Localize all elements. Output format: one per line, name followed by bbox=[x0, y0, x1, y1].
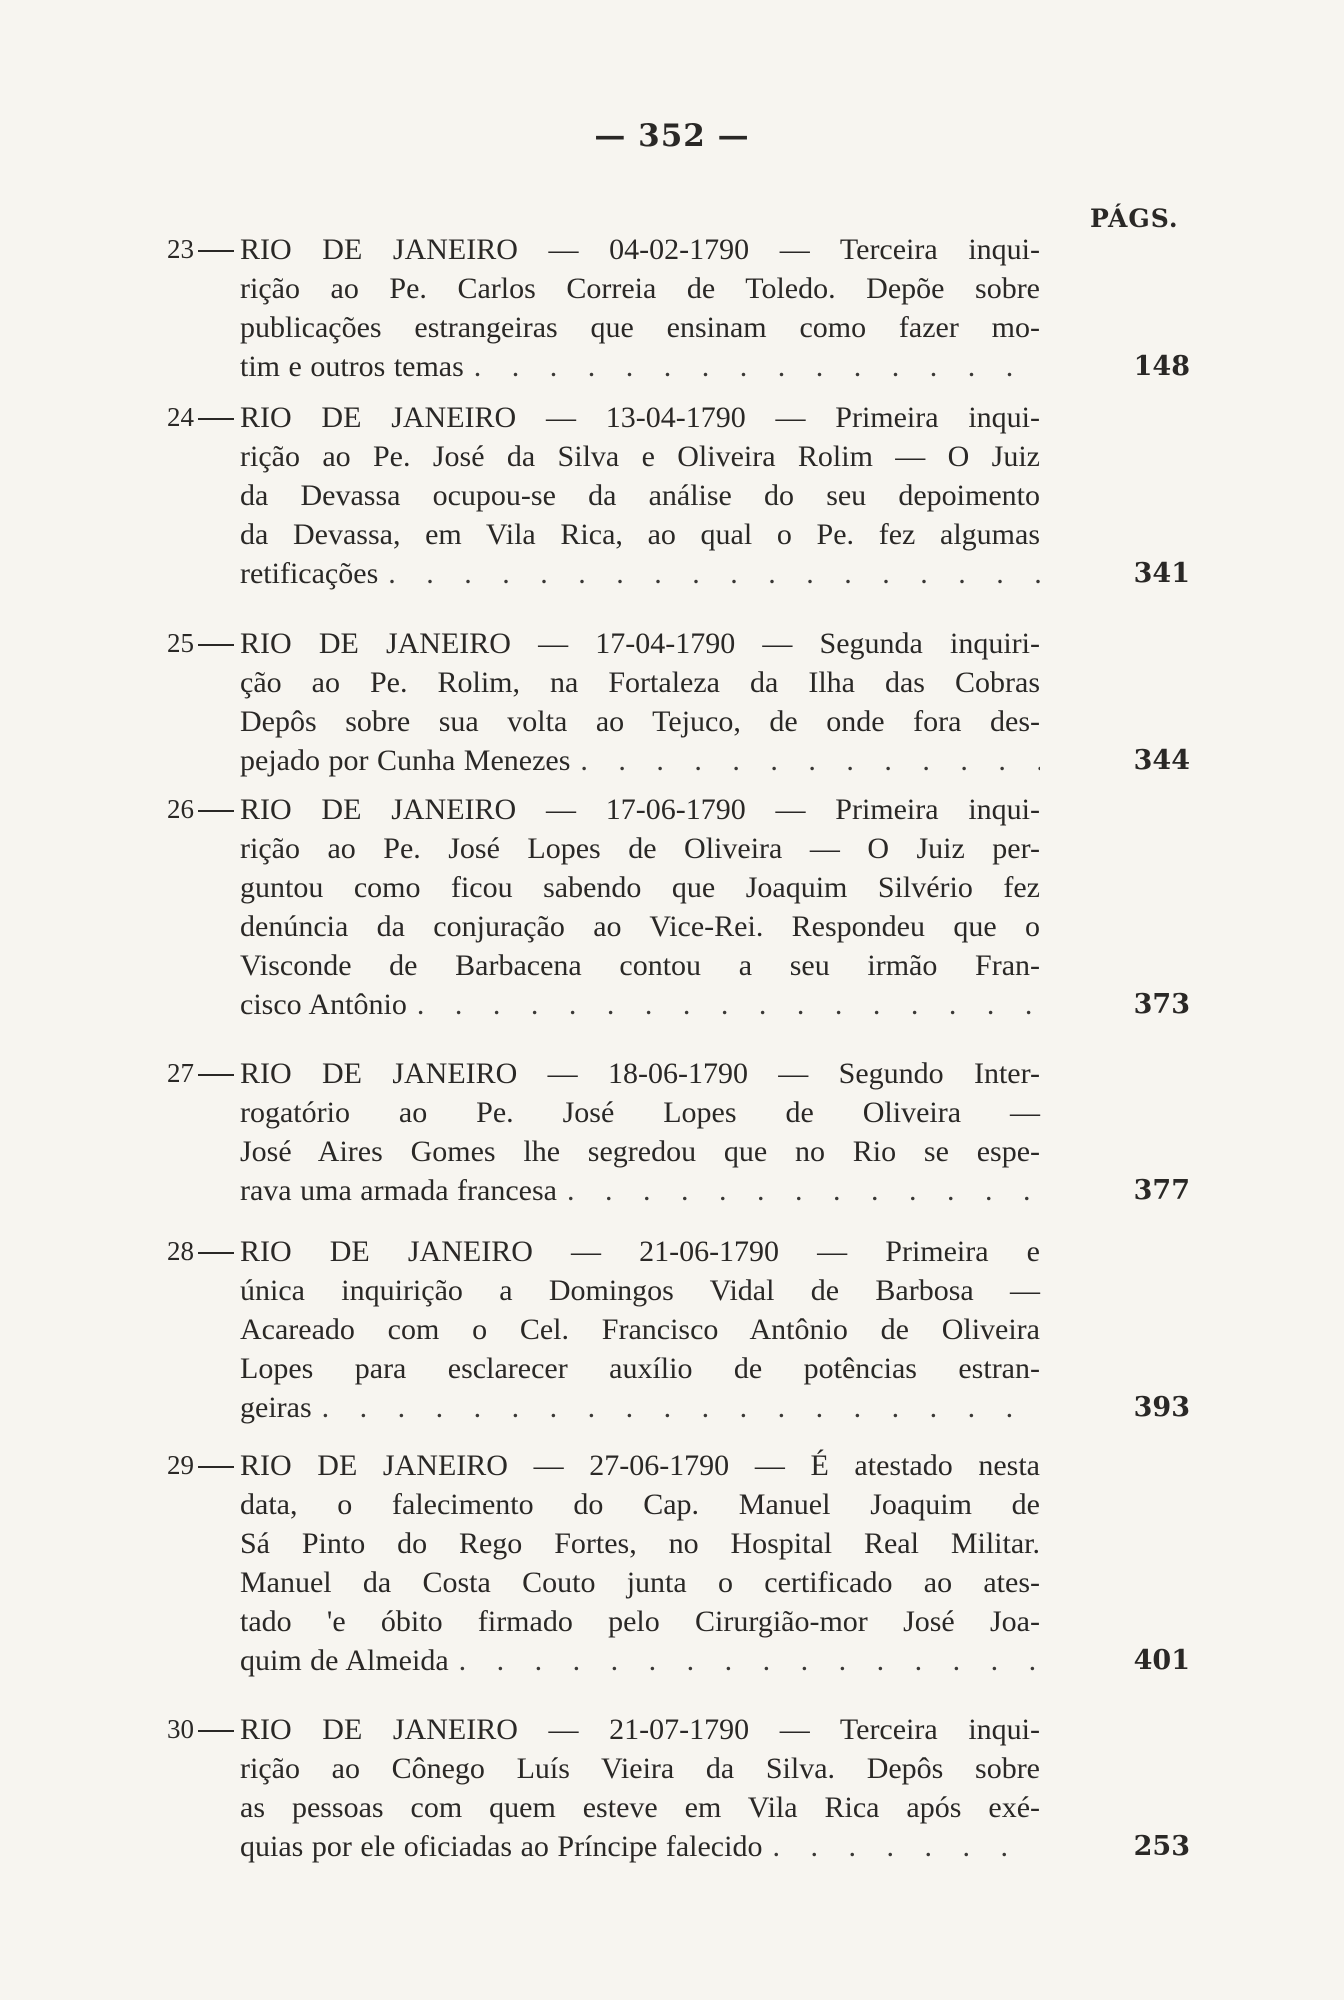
entry-last-line bbox=[240, 1641, 1040, 1680]
entry-line: guntou como ficou sabendo que Joaquim Silvério fez bbox=[240, 871, 1040, 904]
entry-line: RIO DE JANEIRO — 18-06-1790 — Segundo Inter- bbox=[240, 1057, 1040, 1090]
entry-line: da Devassa ocupou-se da análise do seu depoimento bbox=[240, 479, 1040, 512]
entry-line: cisco Antônio bbox=[240, 988, 407, 1021]
entry-dash bbox=[198, 1466, 234, 1468]
entry-dash bbox=[198, 418, 234, 420]
entry-line: geiras bbox=[240, 1391, 312, 1424]
entry-line: quias por ele oficiadas ao Príncipe falecido bbox=[240, 1830, 763, 1863]
entry-number: 26 bbox=[167, 794, 194, 824]
dot-leader bbox=[570, 741, 1040, 780]
entry-line: Acareado com o Cel. Francisco Antônio de Oliveira bbox=[240, 1313, 1040, 1346]
entry-line: retificações bbox=[240, 557, 379, 590]
entry-line: tim e outros temas bbox=[240, 350, 464, 383]
entry-line: única inquirição a Domingos Vidal de Barbosa — bbox=[240, 1274, 1040, 1307]
entry-dash bbox=[198, 1074, 234, 1076]
entry-line: RIO DE JANEIRO — 21-06-1790 — Primeira e bbox=[240, 1235, 1040, 1268]
entry-dash bbox=[198, 810, 234, 812]
entry-page-number: 341 bbox=[1133, 558, 1190, 589]
entry-page-number: 401 bbox=[1133, 1645, 1190, 1676]
entry-line: Visconde de Barbacena contou a seu irmão Fran- bbox=[240, 949, 1040, 982]
entry-dash bbox=[198, 1730, 234, 1732]
entry-line: tado 'e óbito firmado pelo Cirurgião-mor José Joa- bbox=[240, 1605, 1040, 1638]
entry-number: 29 bbox=[167, 1450, 194, 1480]
entry-line: RIO DE JANEIRO — 21-07-1790 — Terceira inqui- bbox=[240, 1713, 1040, 1746]
entry-number: 23 bbox=[167, 234, 194, 264]
dot-leader bbox=[378, 554, 1040, 593]
entry-text bbox=[240, 790, 1040, 1024]
entry-number: 27 bbox=[167, 1058, 194, 1088]
entry-line: rição ao Cônego Luís Vieira da Silva. Depôs sobre bbox=[240, 1752, 1040, 1785]
entry-line: José Aires Gomes lhe segredou que no Rio se espe- bbox=[240, 1135, 1040, 1168]
entry-page-number: 344 bbox=[1133, 745, 1190, 776]
entry-line: publicações estrangeiras que ensinam como fazer mo- bbox=[240, 311, 1040, 344]
entry-line: denúncia da conjuração ao Vice-Rei. Respondeu que o bbox=[240, 910, 1040, 943]
entry-number: 25 bbox=[167, 628, 194, 658]
entry-line: data, o falecimento do Cap. Manuel Joaquim de bbox=[240, 1488, 1040, 1521]
entry-line: quim de Almeida bbox=[240, 1644, 449, 1677]
entry-text bbox=[240, 398, 1040, 593]
entry-text bbox=[240, 1054, 1040, 1210]
entry-line: rição ao Pe. José Lopes de Oliveira — O Juiz per- bbox=[240, 832, 1040, 865]
entry-page-number: 253 bbox=[1133, 1831, 1190, 1862]
entry-line: RIO DE JANEIRO — 17-04-1790 — Segunda inquiri- bbox=[240, 627, 1040, 660]
entry-line: RIO DE JANEIRO — 04-02-1790 — Terceira inqui- bbox=[240, 233, 1040, 266]
dot-leader bbox=[312, 1388, 1040, 1427]
page-number: — 352 — bbox=[594, 118, 750, 154]
entry-dash bbox=[198, 1252, 234, 1254]
entry-line: pejado por Cunha Menezes bbox=[240, 744, 571, 777]
dot-leader bbox=[449, 1641, 1040, 1680]
dot-leader bbox=[407, 985, 1040, 1024]
entry-last-line bbox=[240, 1171, 1040, 1210]
entry-line: RIO DE JANEIRO — 13-04-1790 — Primeira inqui- bbox=[240, 401, 1040, 434]
entry-last-line bbox=[240, 1388, 1040, 1427]
entry-page-number: 373 bbox=[1133, 989, 1190, 1020]
entry-text bbox=[240, 230, 1040, 386]
entry-last-line bbox=[240, 985, 1040, 1024]
entry-line: Lopes para esclarecer auxílio de potências estran- bbox=[240, 1352, 1040, 1385]
entry-last-line bbox=[240, 554, 1040, 593]
entry-line: rogatório ao Pe. José Lopes de Oliveira — bbox=[240, 1096, 1040, 1129]
entry-number: 28 bbox=[167, 1236, 194, 1266]
entry-line: Depôs sobre sua volta ao Tejuco, de onde fora des- bbox=[240, 705, 1040, 738]
dot-leader bbox=[464, 347, 1040, 386]
entry-text bbox=[240, 1710, 1040, 1866]
entry-last-line bbox=[240, 1827, 1040, 1866]
entry-line: RIO DE JANEIRO — 27-06-1790 — É atestado nesta bbox=[240, 1449, 1040, 1482]
entry-line: ção ao Pe. Rolim, na Fortaleza da Ilha das Cobras bbox=[240, 666, 1040, 699]
entry-dash bbox=[198, 644, 234, 646]
entry-page-number: 393 bbox=[1133, 1392, 1190, 1423]
entry-dash bbox=[198, 250, 234, 252]
dot-leader bbox=[557, 1171, 1040, 1210]
pages-column-header: PÁGS. bbox=[1090, 204, 1179, 233]
entry-last-line bbox=[240, 741, 1040, 780]
entry-page-number: 377 bbox=[1133, 1175, 1190, 1206]
entry-number: 24 bbox=[167, 402, 194, 432]
entry-line: rição ao Pe. Carlos Correia de Toledo. Depõe sobre bbox=[240, 272, 1040, 305]
entry-last-line bbox=[240, 347, 1040, 386]
entry-line: RIO DE JANEIRO — 17-06-1790 — Primeira inqui- bbox=[240, 793, 1040, 826]
entry-text bbox=[240, 624, 1040, 780]
entry-line: as pessoas com quem esteve em Vila Rica após exé- bbox=[240, 1791, 1040, 1824]
entry-line: Manuel da Costa Couto junta o certificado ao ates- bbox=[240, 1566, 1040, 1599]
dot-leader bbox=[762, 1827, 1040, 1866]
entry-line: da Devassa, em Vila Rica, ao qual o Pe. fez algumas bbox=[240, 518, 1040, 551]
entry-line: rição ao Pe. José da Silva e Oliveira Rolim — O Juiz bbox=[240, 440, 1040, 473]
entry-page-number: 148 bbox=[1133, 351, 1190, 382]
entry-line: Sá Pinto do Rego Fortes, no Hospital Real Militar. bbox=[240, 1527, 1040, 1560]
entry-text bbox=[240, 1446, 1040, 1680]
entry-number: 30 bbox=[167, 1714, 194, 1744]
entry-text bbox=[240, 1232, 1040, 1427]
entry-line: rava uma armada francesa bbox=[240, 1174, 557, 1207]
